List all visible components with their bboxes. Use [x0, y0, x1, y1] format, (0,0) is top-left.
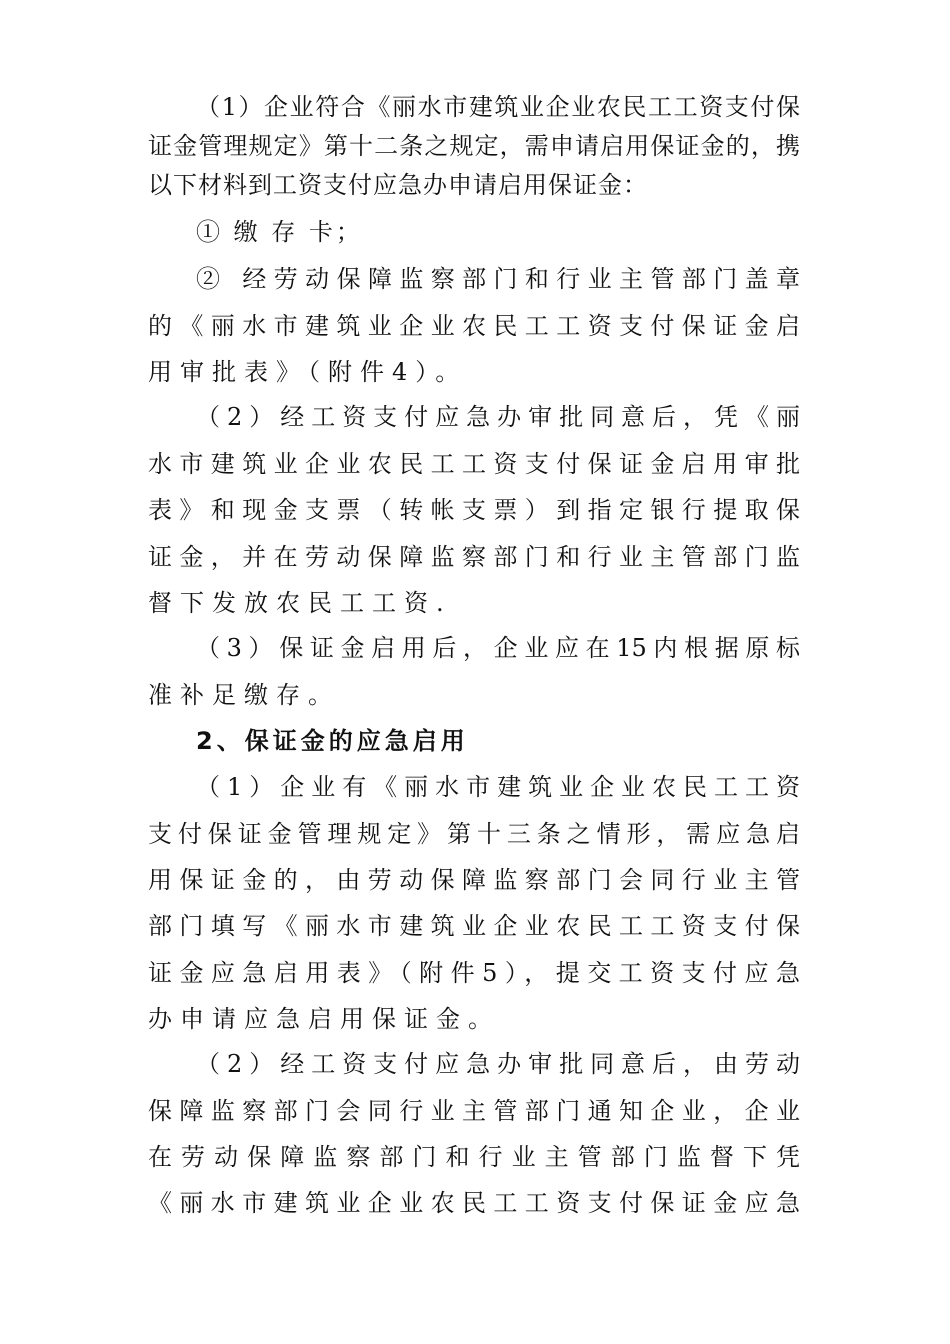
- paragraph-line: （3）保证金启用后，企业应在15内根据原标: [196, 634, 800, 662]
- paragraph-line: （1）企业符合《丽水市建筑业企业农民工工资支付保: [196, 93, 800, 121]
- paragraph-line: 表》和现金支票（转帐支票）到指定银行提取保: [148, 496, 800, 524]
- paragraph-line: 《丽水市建筑业企业农民工工资支付保证金应急: [148, 1189, 800, 1217]
- paragraph-line: 用审批表》（附件4）。: [148, 358, 468, 386]
- paragraph-line: 以下材料到工资支付应急办申请启用保证金：: [148, 171, 648, 199]
- paragraph-line: （1）企业有《丽水市建筑业企业农民工工资: [196, 773, 800, 801]
- paragraph-line: 督下发放农民工工资.: [148, 589, 452, 617]
- paragraph-line: 证金管理规定》第十二条之规定，需申请启用保证金的，携: [148, 132, 800, 160]
- paragraph-line: （2）经工资支付应急办审批同意后，由劳动: [196, 1050, 800, 1078]
- paragraph-line: 证金应急启用表》（附件5），提交工资支付应急: [148, 959, 800, 987]
- paragraph-line: 用保证金的，由劳动保障监察部门会同行业主管: [148, 866, 800, 894]
- paragraph-line: 部门填写《丽水市建筑业企业农民工工资支付保: [148, 912, 800, 940]
- section-heading: 2、保证金的应急启用: [196, 727, 469, 755]
- paragraph-line: 保障监察部门会同行业主管部门通知企业，企业: [148, 1097, 800, 1125]
- paragraph-line: 水市建筑业企业农民工工资支付保证金启用审批: [148, 450, 800, 478]
- paragraph-line: 在劳动保障监察部门和行业主管部门监督下凭: [148, 1143, 800, 1171]
- paragraph-line: 支付保证金管理规定》第十三条之情形，需应急启: [148, 820, 800, 848]
- paragraph-line: 的《丽水市建筑业企业农民工工资支付保证金启: [148, 312, 800, 340]
- paragraph-line: 准补足缴存。: [148, 681, 340, 709]
- list-item-line: ① 缴 存 卡；: [196, 218, 363, 246]
- paragraph-line: 办申请应急启用保证金。: [148, 1005, 500, 1033]
- list-item-line: ② 经劳动保障监察部门和行业主管部门盖章: [196, 265, 800, 293]
- paragraph-line: 证金，并在劳动保障监察部门和行业主管部门监: [148, 543, 800, 571]
- paragraph-line: （2）经工资支付应急办审批同意后，凭《丽: [196, 403, 800, 431]
